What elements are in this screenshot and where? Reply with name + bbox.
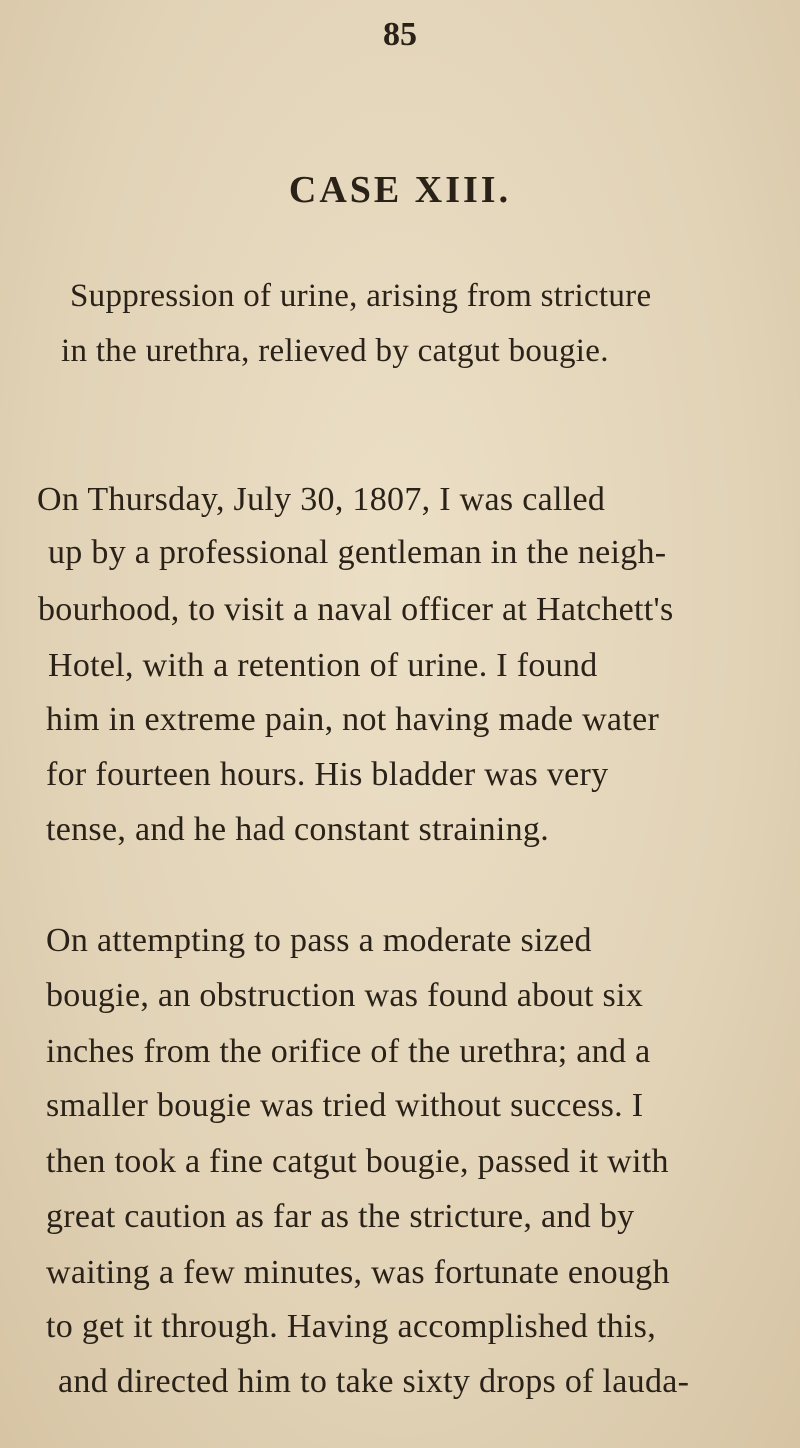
text-line: bourhood, to visit a naval officer at Hatchett's: [38, 591, 674, 628]
text-line: tense, and he had constant straining.: [46, 811, 550, 848]
case-summary-line: in the urethra, relieved by catgut bougie.: [61, 333, 609, 369]
text-line: him in extreme pain, not having made water: [46, 701, 660, 738]
text-line: Hotel, with a retention of urine. I found: [48, 647, 598, 684]
text-line: up by a professional gentleman in the neigh-: [48, 534, 667, 571]
text-line: and directed him to take sixty drops of lauda-: [58, 1363, 690, 1400]
text-line: great caution as far as the stricture, and by: [46, 1198, 635, 1235]
text-line: bougie, an obstruction was found about six: [46, 977, 644, 1014]
text-line: On attempting to pass a moderate sized: [46, 922, 592, 959]
text-line: then took a fine catgut bougie, passed it with: [46, 1143, 669, 1180]
page-number: 85: [383, 16, 417, 53]
case-summary-line: Suppression of urine, arising from stricture: [70, 278, 652, 314]
text-line: for fourteen hours. His bladder was very: [46, 756, 609, 793]
text-line: On Thursday, July 30, 1807, I was called: [37, 481, 606, 518]
case-heading: CASE XIII.: [288, 169, 512, 211]
text-line: smaller bougie was tried without success. I: [46, 1087, 644, 1124]
text-line: waiting a few minutes, was fortunate enough: [46, 1254, 670, 1291]
text-line: to get it through. Having accomplished this,: [46, 1308, 656, 1345]
text-line: inches from the orifice of the urethra; and a: [46, 1033, 651, 1070]
